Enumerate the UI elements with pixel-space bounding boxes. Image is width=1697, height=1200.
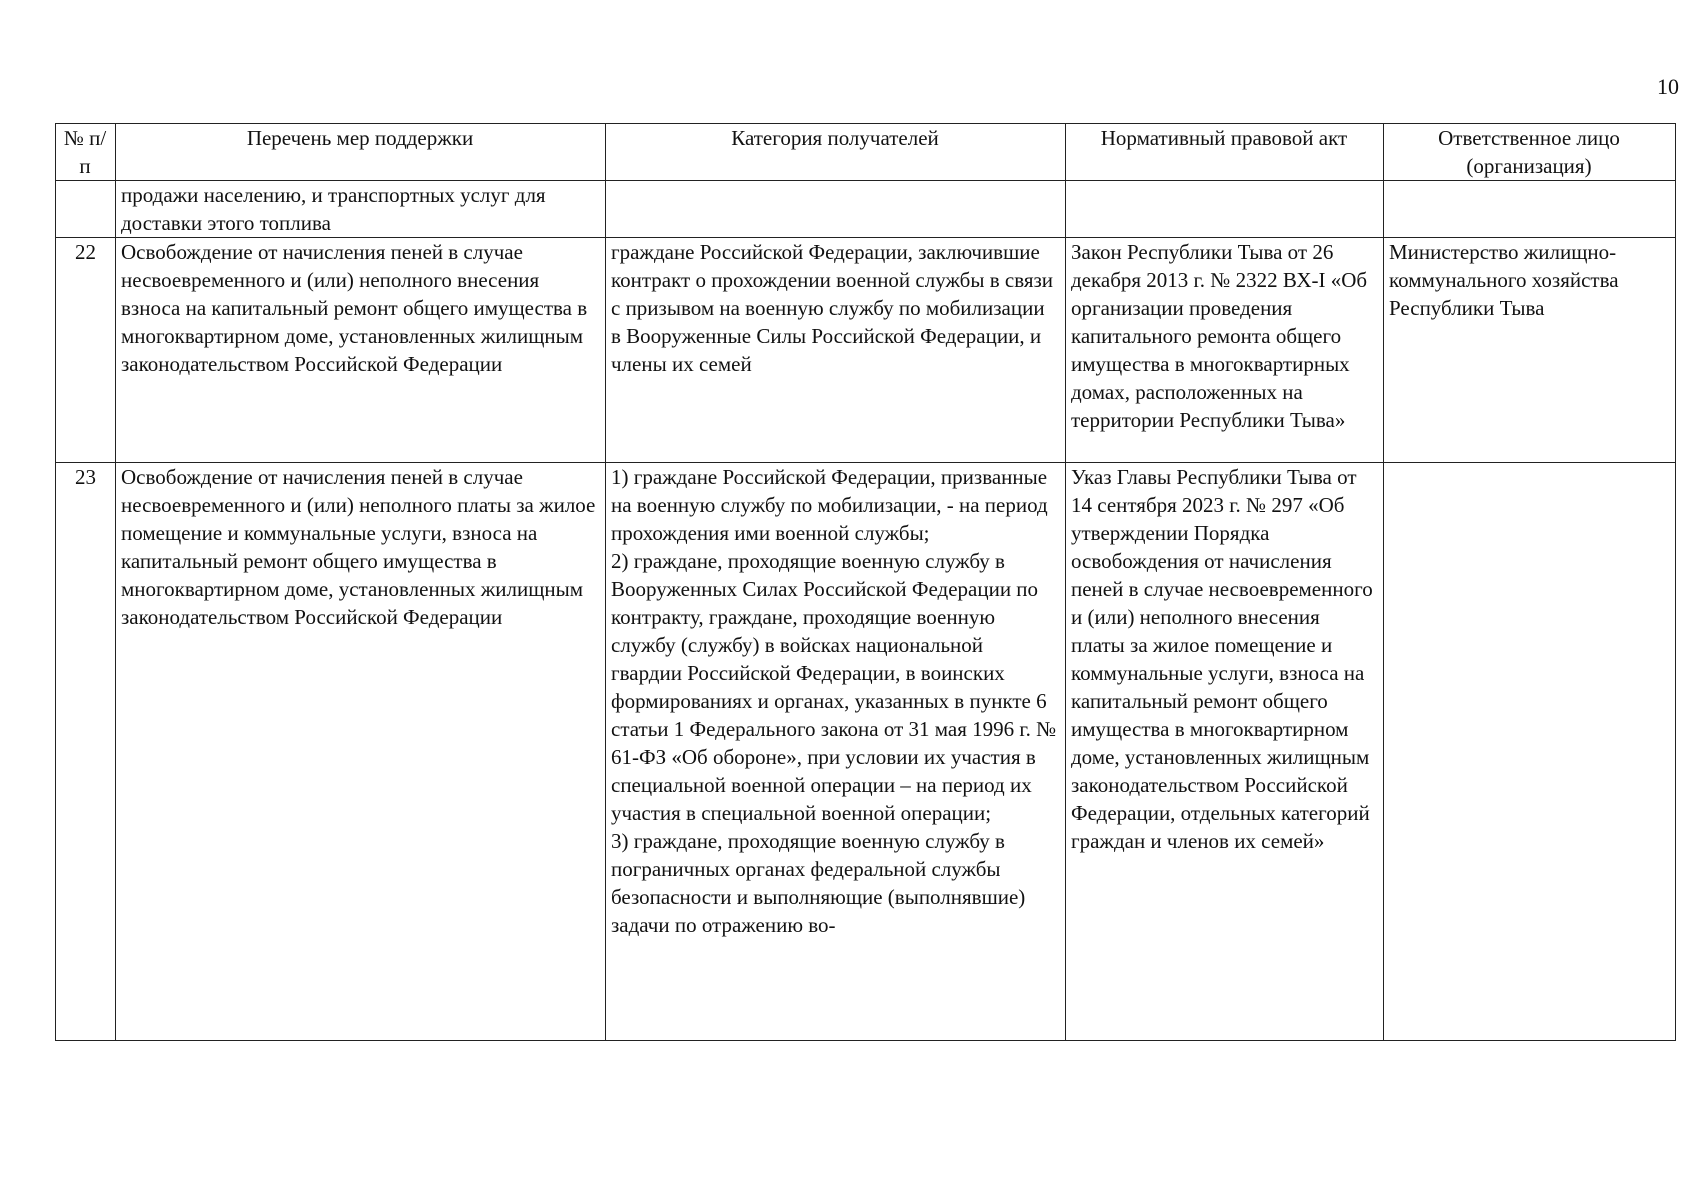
row-measures: Освобождение от начисления пеней в случае несвоевременного и (или) неполного платы за жилое помещение и коммунальные услуги, взноса на капитальный ремонт общего имущества в многоквартирном доме, установленных жилищным законодательством Российской Федерации: [116, 463, 606, 1041]
table-row: [56, 238, 1676, 463]
table-row: [56, 181, 1676, 238]
header-measures: Перечень мер поддержки: [116, 124, 606, 181]
row-measures: продажи населению, и транспортных услуг для доставки этого топлива: [116, 181, 606, 238]
row-measures: Освобождение от начисления пеней в случае несвоевременного и (или) неполного внесения взноса на капитальный ремонт общего имущества в многоквартирном доме, установленных жилищным законодательством Российской Федерации: [116, 238, 606, 463]
row-num: 23: [56, 463, 116, 1041]
row-num: [56, 181, 116, 238]
page-number: 10: [1657, 74, 1679, 99]
header-num: № п/п: [56, 124, 116, 181]
row-category: [606, 181, 1066, 238]
row-category: [606, 463, 1066, 1041]
header-responsible: Ответственное лицо (организация): [1384, 124, 1676, 181]
table-row: [56, 463, 1676, 1041]
row-act: Указ Главы Республики Тыва от 14 сентября 2023 г. № 297 «Об утверждении Порядка освобождения от начисления пеней в случае несвоевременного и (или) неполного внесения платы за жилое помещение и коммунальные услуги, взноса на капитальный ремонт общего имущества в многоквартирном доме, установленных жилищным законодательством Российской Федерации, отдельных категорий граждан и членов их семей»: [1066, 463, 1384, 1041]
row-responsible: Министерство жилищно-коммунального хозяйства Республики Тыва: [1384, 238, 1676, 463]
table-header-row: [56, 124, 1676, 181]
header-category: Категория получателей: [606, 124, 1066, 181]
row-act: Закон Республики Тыва от 26 декабря 2013 г. № 2322 ВХ-I «Об организации проведения капитального ремонта общего имущества в многоквартирных домах, расположенных на территории Республики Тыва»: [1066, 238, 1384, 463]
support-measures-table: [55, 123, 1676, 1041]
row-responsible: [1384, 463, 1676, 1041]
category-item: 1) граждане Российской Федерации, призванные на военную службу по мобилизации, - на период прохождения ими военной службы;: [611, 465, 1048, 545]
row-num: 22: [56, 238, 116, 463]
row-category: граждане Российской Федерации, заключившие контракт о прохождении военной службы в связи с призывом на военную службу по мобилизации в Вооруженные Силы Российской Федерации, и члены их семей: [606, 238, 1066, 463]
row-responsible: [1384, 181, 1676, 238]
category-item: 2) граждане, проходящие военную службу в Вооруженных Силах Российской Федерации по контракту, граждане, проходящие военную службу (службу) в войсках национальной гвардии Российской Федерации, в воинских формированиях и органах, указанных в пункте 6 статьи 1 Федерального закона от 31 мая 1996 г. № 61-ФЗ «Об обороне», при условии их участия в специальной военной операции – на период их участия в специальной военной операции;: [611, 549, 1057, 825]
category-item: 3) граждане, проходящие военную службу в пограничных органах федеральной службы безопасности и выполняющие (выполнявшие) задачи по отражению во-: [611, 829, 1026, 937]
header-act: Нормативный правовой акт: [1066, 124, 1384, 181]
row-act: [1066, 181, 1384, 238]
